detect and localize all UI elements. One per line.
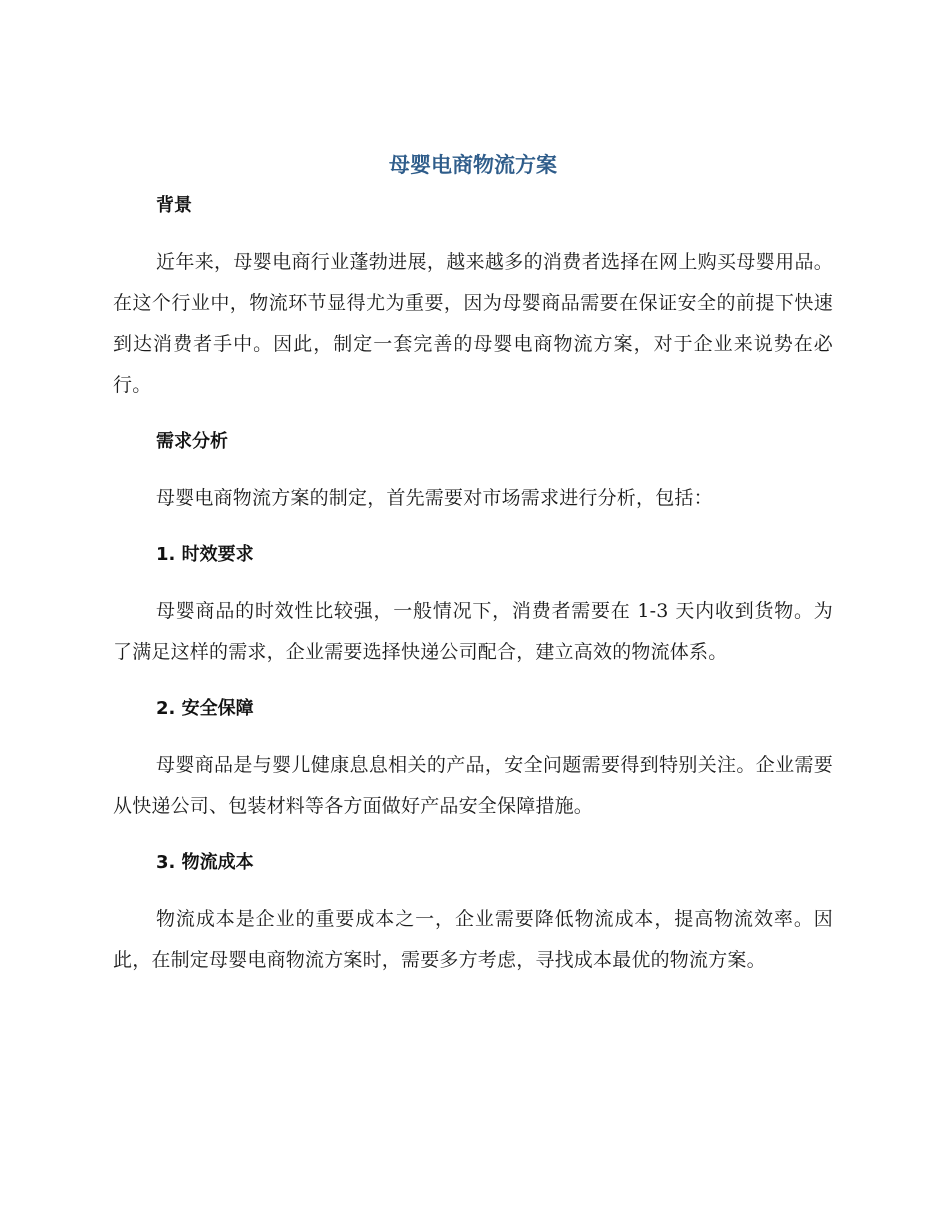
document-page [113,150,833,981]
section-heading-timeliness: 1. 时效要求 [156,544,254,565]
document-title: 母婴电商物流方案 [389,153,557,177]
section-paragraph-timeliness: 母婴商品的时效性比较强，一般情况下，消费者需要在 1-3 天内收到货物。为了满足这样的需求，企业需要选择快递公司配合，建立高效的物流体系。 [113,600,833,663]
section-paragraph-logistics-cost: 物流成本是企业的重要成本之一，企业需要降低物流成本，提高物流效率。因此，在制定母婴电商物流方案时，需要多方考虑，寻找成本最优的物流方案。 [113,908,833,971]
section-paragraph-background: 近年来，母婴电商行业蓬勃进展，越来越多的消费者选择在网上购买母婴用品。在这个行业中，物流环节显得尤为重要，因为母婴商品需要在保证安全的前提下快速到达消费者手中。因此，制定一套完善的母婴电商物流方案，对于企业来说势在必行。 [113,251,833,396]
section-heading-logistics-cost: 3. 物流成本 [156,852,254,873]
section-paragraph-safety: 母婴商品是与婴儿健康息息相关的产品，安全问题需要得到特别关注。企业需要从快递公司、包装材料等各方面做好产品安全保障措施。 [113,754,833,817]
section-paragraph-demand-analysis: 母婴电商物流方案的制定，首先需要对市场需求进行分析，包括： [156,487,713,509]
section-heading-background: 背景 [156,195,192,216]
section-heading-safety: 2. 安全保障 [156,698,254,719]
section-heading-demand-analysis: 需求分析 [156,431,228,452]
